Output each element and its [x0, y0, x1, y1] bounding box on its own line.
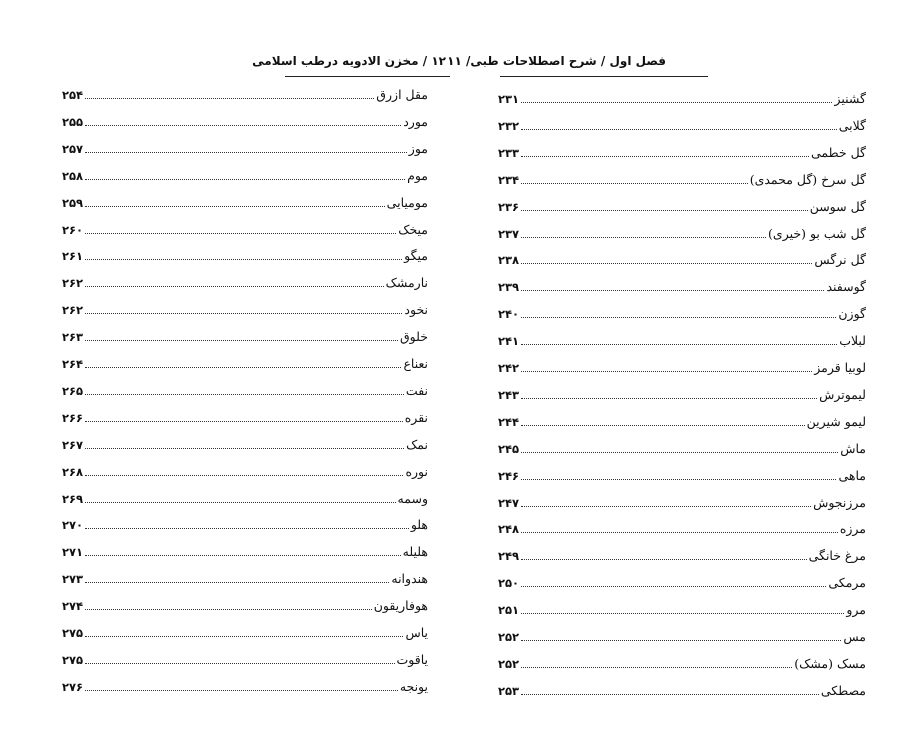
index-entry: [62, 86, 428, 104]
entry-page-number: ۲۳۴: [498, 172, 520, 187]
index-entry: [498, 332, 866, 350]
index-entry: [62, 355, 428, 373]
right-header-rule: [500, 76, 708, 77]
index-entry: [498, 440, 866, 458]
index-entry: [62, 274, 428, 292]
entry-page-number: ۲۴۹: [498, 549, 520, 564]
leader-dots: [521, 343, 837, 345]
leader-dots: [521, 478, 836, 480]
index-entry: [498, 386, 866, 404]
entry-page-number: ۲۴۱: [498, 334, 520, 349]
entry-term: مرو: [846, 602, 866, 618]
entry-page-number: ۲۴۳: [498, 387, 520, 402]
entry-page-number: ۲۶۹: [62, 491, 84, 506]
right-page-header: فصل اول / شرح اصطلاحات طبی/ ۱۱: [447, 54, 666, 68]
leader-dots: [85, 662, 394, 664]
index-entry: [498, 305, 866, 323]
entry-page-number: ۲۷۶: [62, 679, 84, 694]
index-entry: [62, 597, 428, 615]
index-entry: [62, 409, 428, 427]
index-entry: [62, 247, 428, 265]
leader-dots: [85, 178, 405, 180]
entry-page-number: ۲۴۸: [498, 522, 520, 537]
entry-page-number: ۲۵۳: [498, 683, 520, 698]
entry-page-number: ۲۵۸: [62, 168, 84, 183]
entry-page-number: ۲۶۶: [62, 410, 84, 425]
entry-term: لیموترش: [819, 386, 866, 402]
entry-term: یاقوت: [396, 651, 428, 667]
leader-dots: [521, 316, 836, 318]
index-entry: [62, 328, 428, 346]
leader-dots: [521, 505, 811, 507]
entry-term: مقل ازرق: [376, 87, 428, 102]
entry-term: گل نرگس: [814, 252, 866, 268]
index-entry: [498, 198, 866, 216]
leader-dots: [521, 451, 838, 453]
index-entry: [62, 140, 428, 158]
entry-page-number: ۲۵۲: [498, 656, 520, 671]
index-entry: [498, 171, 866, 189]
leader-dots: [85, 339, 398, 341]
entry-term: مرزنجوش: [813, 494, 866, 510]
entry-page-number: ۲۶۴: [62, 357, 84, 371]
entry-term: گل سرخ (گل محمدی): [749, 171, 866, 187]
entry-term: نقره: [404, 409, 428, 425]
entry-page-number: ۲۴۴: [498, 414, 520, 429]
entry-term: یونجه: [399, 678, 428, 694]
index-entry: [498, 467, 866, 485]
leader-dots: [85, 554, 401, 556]
index-entry: [62, 301, 428, 319]
entry-term: میگو: [404, 248, 428, 264]
entry-page-number: ۲۳۷: [498, 226, 520, 241]
index-entry: [62, 167, 428, 185]
index-entry: [62, 651, 428, 669]
entry-term: میخک: [398, 221, 428, 237]
entry-page-number: ۲۶۱: [62, 249, 84, 264]
leader-dots: [521, 424, 805, 426]
leader-dots: [521, 693, 819, 695]
entry-term: هوفاریقون: [373, 598, 428, 614]
index-entry: [498, 278, 866, 296]
leader-dots: [85, 689, 398, 691]
entry-page-number: ۲۳۳: [498, 145, 520, 160]
leader-dots: [85, 527, 409, 529]
entry-term: نمک: [406, 436, 428, 452]
entry-term: گل شب بو (خیری): [768, 225, 866, 241]
index-entry: [62, 624, 428, 642]
left-header-rule: [285, 76, 450, 77]
entry-term: هندوانه: [391, 571, 428, 587]
entry-term: گشنیز: [834, 91, 866, 106]
index-entry: [62, 382, 428, 400]
index-entry: [498, 655, 866, 673]
index-entry: [498, 413, 866, 431]
index-entry: [498, 494, 866, 512]
entry-page-number: ۲۷۱: [62, 545, 84, 560]
leader-dots: [521, 531, 838, 533]
entry-page-number: ۲۷۳: [62, 572, 84, 587]
entry-page-number: ۲۵۵: [62, 114, 84, 129]
leader-dots: [85, 474, 403, 476]
leader-dots: [85, 366, 401, 368]
leader-dots: [85, 205, 385, 207]
leader-dots: [521, 397, 817, 399]
entry-term: خلوق: [399, 329, 428, 345]
leader-dots: [85, 635, 403, 637]
index-entry: [62, 678, 428, 696]
index-entry: [62, 221, 428, 239]
leader-dots: [85, 608, 372, 610]
leader-dots: [521, 612, 844, 614]
leader-dots: [521, 209, 808, 211]
entry-term: یاس: [405, 625, 428, 640]
leader-dots: [85, 97, 374, 99]
index-entry: [62, 436, 428, 454]
entry-page-number: ۲۷۵: [62, 652, 84, 667]
entry-term: وسمه: [397, 490, 428, 506]
entry-term: نخود: [404, 302, 428, 318]
entry-term: مرمکی: [828, 575, 866, 591]
entry-term: مصطکی: [820, 682, 866, 698]
entry-page-number: ۲۵۷: [62, 141, 84, 156]
index-entry: [498, 359, 866, 377]
entry-term: هلیله: [402, 544, 428, 560]
leader-dots: [85, 501, 395, 503]
index-entry: [62, 194, 428, 212]
entry-page-number: ۲۳۸: [498, 253, 520, 268]
index-entry: [498, 251, 866, 269]
leader-dots: [521, 585, 826, 587]
entry-term: مرزه: [839, 521, 866, 537]
entry-term: مرغ خانگی: [808, 548, 866, 564]
leader-dots: [521, 182, 748, 184]
entry-page-number: ۲۷۵: [62, 626, 84, 640]
entry-term: لوبیا قرمز: [814, 360, 866, 375]
entry-term: ماش: [840, 440, 866, 456]
index-entry: [498, 574, 866, 592]
entry-term: گوسفند: [826, 279, 866, 295]
entry-term: نوره: [405, 463, 428, 479]
entry-page-number: ۲۵۱: [498, 603, 520, 618]
entry-term: مورد: [403, 113, 428, 129]
entry-page-number: ۲۴۵: [498, 441, 520, 456]
entry-page-number: ۲۶۰: [62, 222, 84, 237]
entry-page-number: ۲۳۱: [498, 92, 520, 106]
right-page-index: [498, 90, 866, 710]
entry-page-number: ۲۶۷: [62, 437, 84, 452]
entry-term: نعناع: [403, 356, 428, 371]
leader-dots: [521, 666, 792, 668]
index-entry: [498, 520, 866, 538]
entry-term: مومیایی: [386, 194, 428, 210]
entry-term: مس: [843, 629, 866, 644]
entry-term: گل خطمی: [810, 144, 866, 160]
index-entry: [498, 90, 866, 108]
index-entry: [62, 113, 428, 131]
entry-page-number: ۲۶۵: [62, 383, 84, 398]
entry-term: لبلاب: [839, 333, 866, 349]
entry-page-number: ۲۴۷: [498, 495, 520, 510]
entry-term: گوزن: [838, 306, 866, 322]
index-entry: [62, 570, 428, 588]
leader-dots: [85, 447, 404, 449]
entry-term: گلابی: [838, 117, 866, 133]
leader-dots: [521, 370, 812, 372]
entry-page-number: ۲۵۲: [498, 630, 520, 644]
index-entry: [498, 547, 866, 565]
entry-page-number: ۲۷۴: [62, 599, 84, 614]
leader-dots: [85, 312, 402, 314]
leader-dots: [521, 101, 832, 103]
entry-page-number: ۲۶۲: [62, 303, 84, 318]
index-entry: [498, 144, 866, 162]
index-entry: [62, 490, 428, 508]
leader-dots: [85, 258, 402, 260]
index-entry: [498, 628, 866, 646]
index-entry: [498, 117, 866, 135]
entry-term: ماهی: [838, 467, 866, 483]
leader-dots: [521, 155, 809, 157]
entry-page-number: ۲۳۲: [498, 118, 520, 133]
leader-dots: [85, 124, 401, 126]
entry-page-number: ۲۳۹: [498, 280, 520, 295]
index-entry: [498, 682, 866, 700]
index-entry: [62, 463, 428, 481]
leader-dots: [521, 236, 766, 238]
leader-dots: [85, 581, 389, 583]
index-entry: [498, 225, 866, 243]
entry-term: نارمشک: [385, 275, 428, 291]
entry-term: گل سوسن: [809, 198, 866, 214]
left-page-header: ۱۲ / مخزن الادویه درطب اسلامی: [252, 54, 446, 68]
entry-page-number: ۲۷۰: [62, 518, 84, 533]
entry-page-number: ۲۶۲: [62, 276, 84, 291]
entry-page-number: ۲۴۲: [498, 361, 520, 375]
index-entry: [62, 543, 428, 561]
entry-page-number: ۲۵۰: [498, 576, 520, 591]
index-entry: [498, 601, 866, 619]
entry-page-number: ۲۵۴: [62, 88, 84, 102]
index-entry: [62, 516, 428, 534]
entry-page-number: ۲۵۹: [62, 195, 84, 210]
leader-dots: [85, 393, 404, 395]
entry-term: موز: [408, 140, 428, 156]
leader-dots: [521, 262, 812, 264]
leader-dots: [521, 289, 824, 291]
entry-page-number: ۲۴۶: [498, 468, 520, 483]
leader-dots: [85, 285, 384, 287]
entry-term: نفت: [405, 382, 428, 398]
leader-dots: [521, 128, 837, 130]
entry-page-number: ۲۶۸: [62, 464, 84, 479]
leader-dots: [521, 639, 841, 641]
entry-page-number: ۲۳۶: [498, 199, 520, 214]
leader-dots: [85, 420, 403, 422]
entry-term: موم: [407, 167, 428, 183]
entry-page-number: ۲۴۰: [498, 307, 520, 322]
leader-dots: [85, 232, 396, 234]
leader-dots: [85, 151, 407, 153]
entry-page-number: ۲۶۳: [62, 330, 84, 345]
entry-term: هلو: [410, 517, 428, 533]
left-page-index: [62, 86, 428, 696]
leader-dots: [521, 558, 807, 560]
entry-term: لیمو شیرین: [806, 413, 866, 429]
entry-term: مسک (مشک): [794, 655, 866, 671]
